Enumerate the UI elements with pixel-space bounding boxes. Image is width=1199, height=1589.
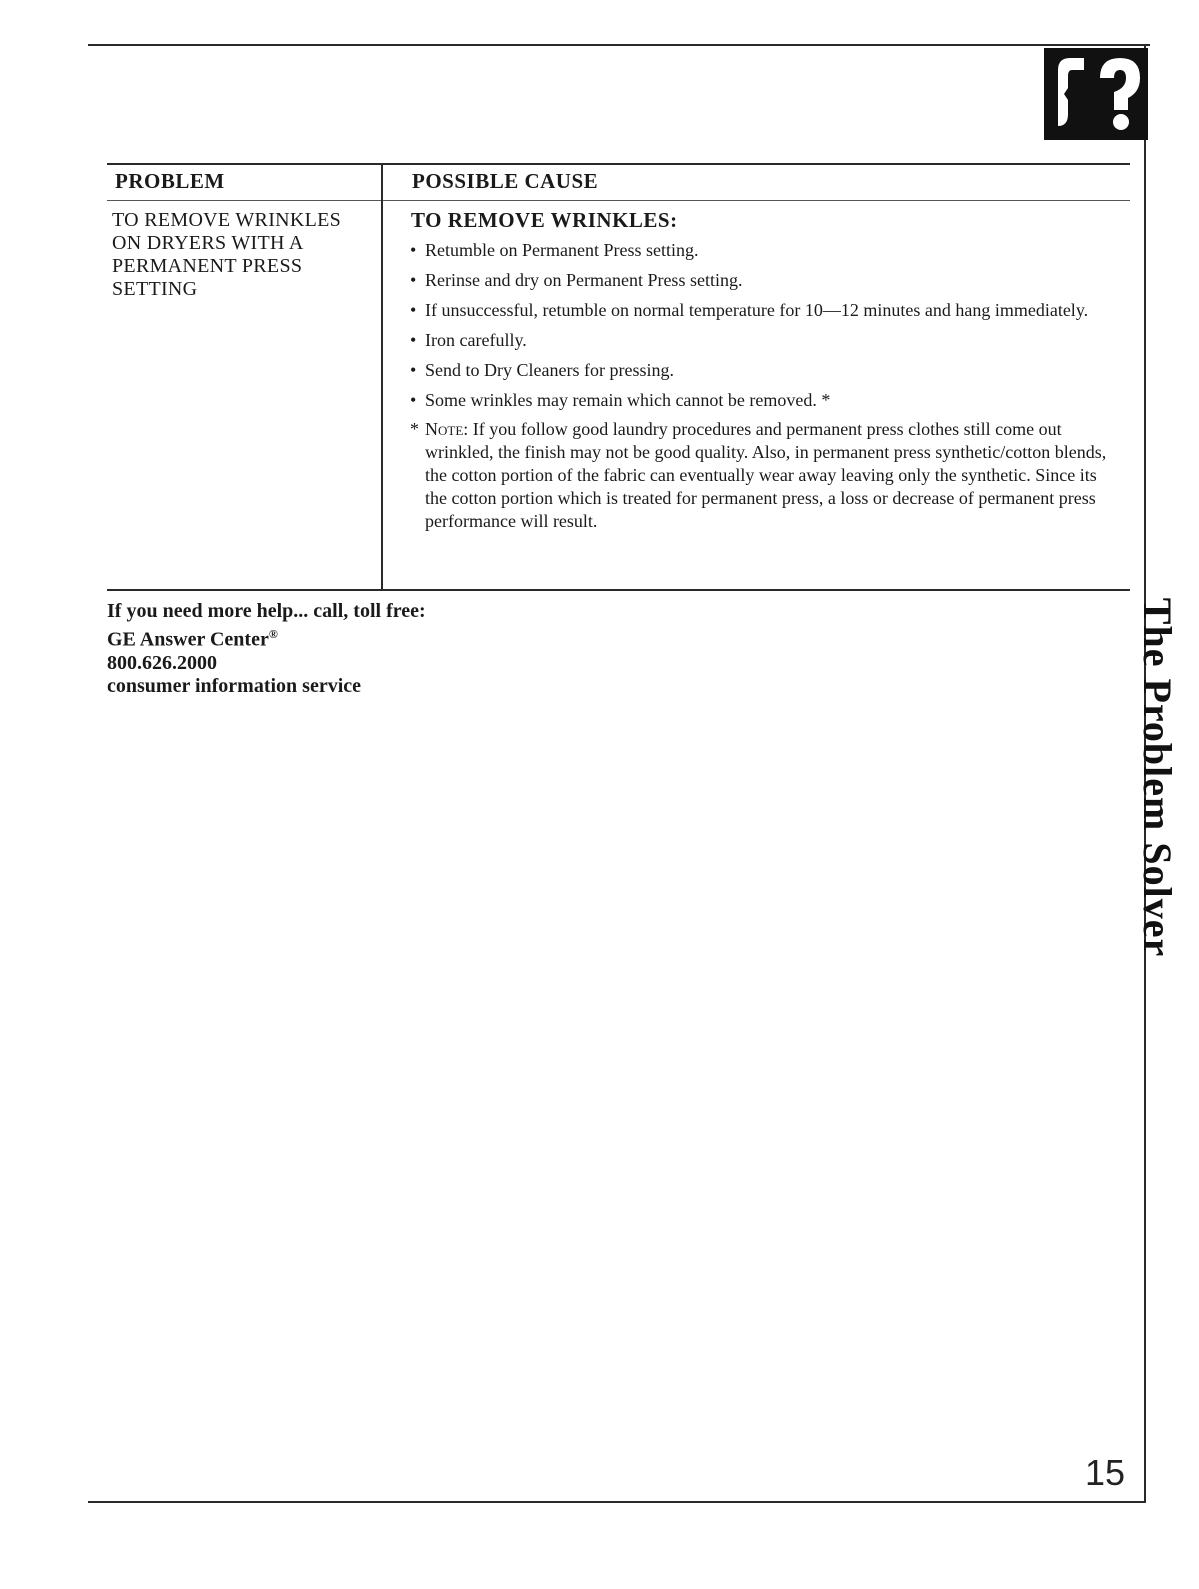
list-item: • If unsuccessful, retumble on normal temperature for 10—12 minutes and hang immediately. <box>410 300 1089 320</box>
note-label: Note <box>425 419 464 439</box>
help-contact-block <box>107 600 426 698</box>
top-rule <box>88 44 1150 46</box>
table-top-rule <box>107 163 1130 165</box>
answer-center-line: GE Answer Center® <box>107 627 278 651</box>
list-item: • Rerinse and dry on Permanent Press setting. <box>410 270 743 290</box>
list-item: • Iron carefully. <box>410 330 527 350</box>
page-number: 15 <box>1085 1452 1126 1493</box>
list-item: • Some wrinkles may remain which cannot be removed. * <box>410 390 831 410</box>
side-tab-text: The Problem Solver <box>1135 597 1181 957</box>
note-text: If you follow good laundry procedures and permanent press clothes still come out wrinkled, the finish may not be good quality. Also, in permanent press synthetic/cotton blends, the cotton portion of the fabric can eventually wear away leaving only the synthetic. Since its the cotton portion which is treated for permanent press, a loss or decrease of permanent press performance will result. <box>425 419 1107 531</box>
question-mark-logo-icon <box>1044 48 1148 140</box>
section-side-tab <box>1130 597 1186 957</box>
registered-mark: ® <box>268 627 278 641</box>
cause-list <box>409 239 1109 412</box>
cause-title: TO REMOVE WRINKLES: <box>411 208 678 232</box>
problem-column-header: PROBLEM <box>115 169 225 193</box>
bottom-rule <box>88 1501 1146 1503</box>
cause-cell <box>409 208 1109 533</box>
list-item: • Retumble on Permanent Press setting. <box>410 240 699 260</box>
table-bottom-rule <box>107 589 1130 591</box>
cause-column-header: POSSIBLE CAUSE <box>412 169 599 193</box>
phone-number: 800.626.2000 <box>107 651 217 674</box>
help-line: If you need more help... call, toll free: <box>107 600 426 622</box>
problem-cell: TO REMOVE WRINKLES ON DRYERS WITH A PERMANENT PRESS SETTING <box>112 209 342 300</box>
table-header-rule <box>107 200 1130 201</box>
service-line: consumer information service <box>107 674 362 697</box>
note-paragraph: * Note: If you follow good laundry procedures and permanent press clothes still come out wrinkled, the finish may not be good quality. Also, in permanent press synthetic/cotton blends, the cotton portion of the fabric can eventually wear away leaving only the synthetic. Since its the cotton portion which is treated for permanent press, a loss or decrease of permanent press performance will result. <box>410 419 1107 531</box>
list-item: • Send to Dry Cleaners for pressing. <box>410 360 674 380</box>
table-column-divider <box>381 163 383 591</box>
